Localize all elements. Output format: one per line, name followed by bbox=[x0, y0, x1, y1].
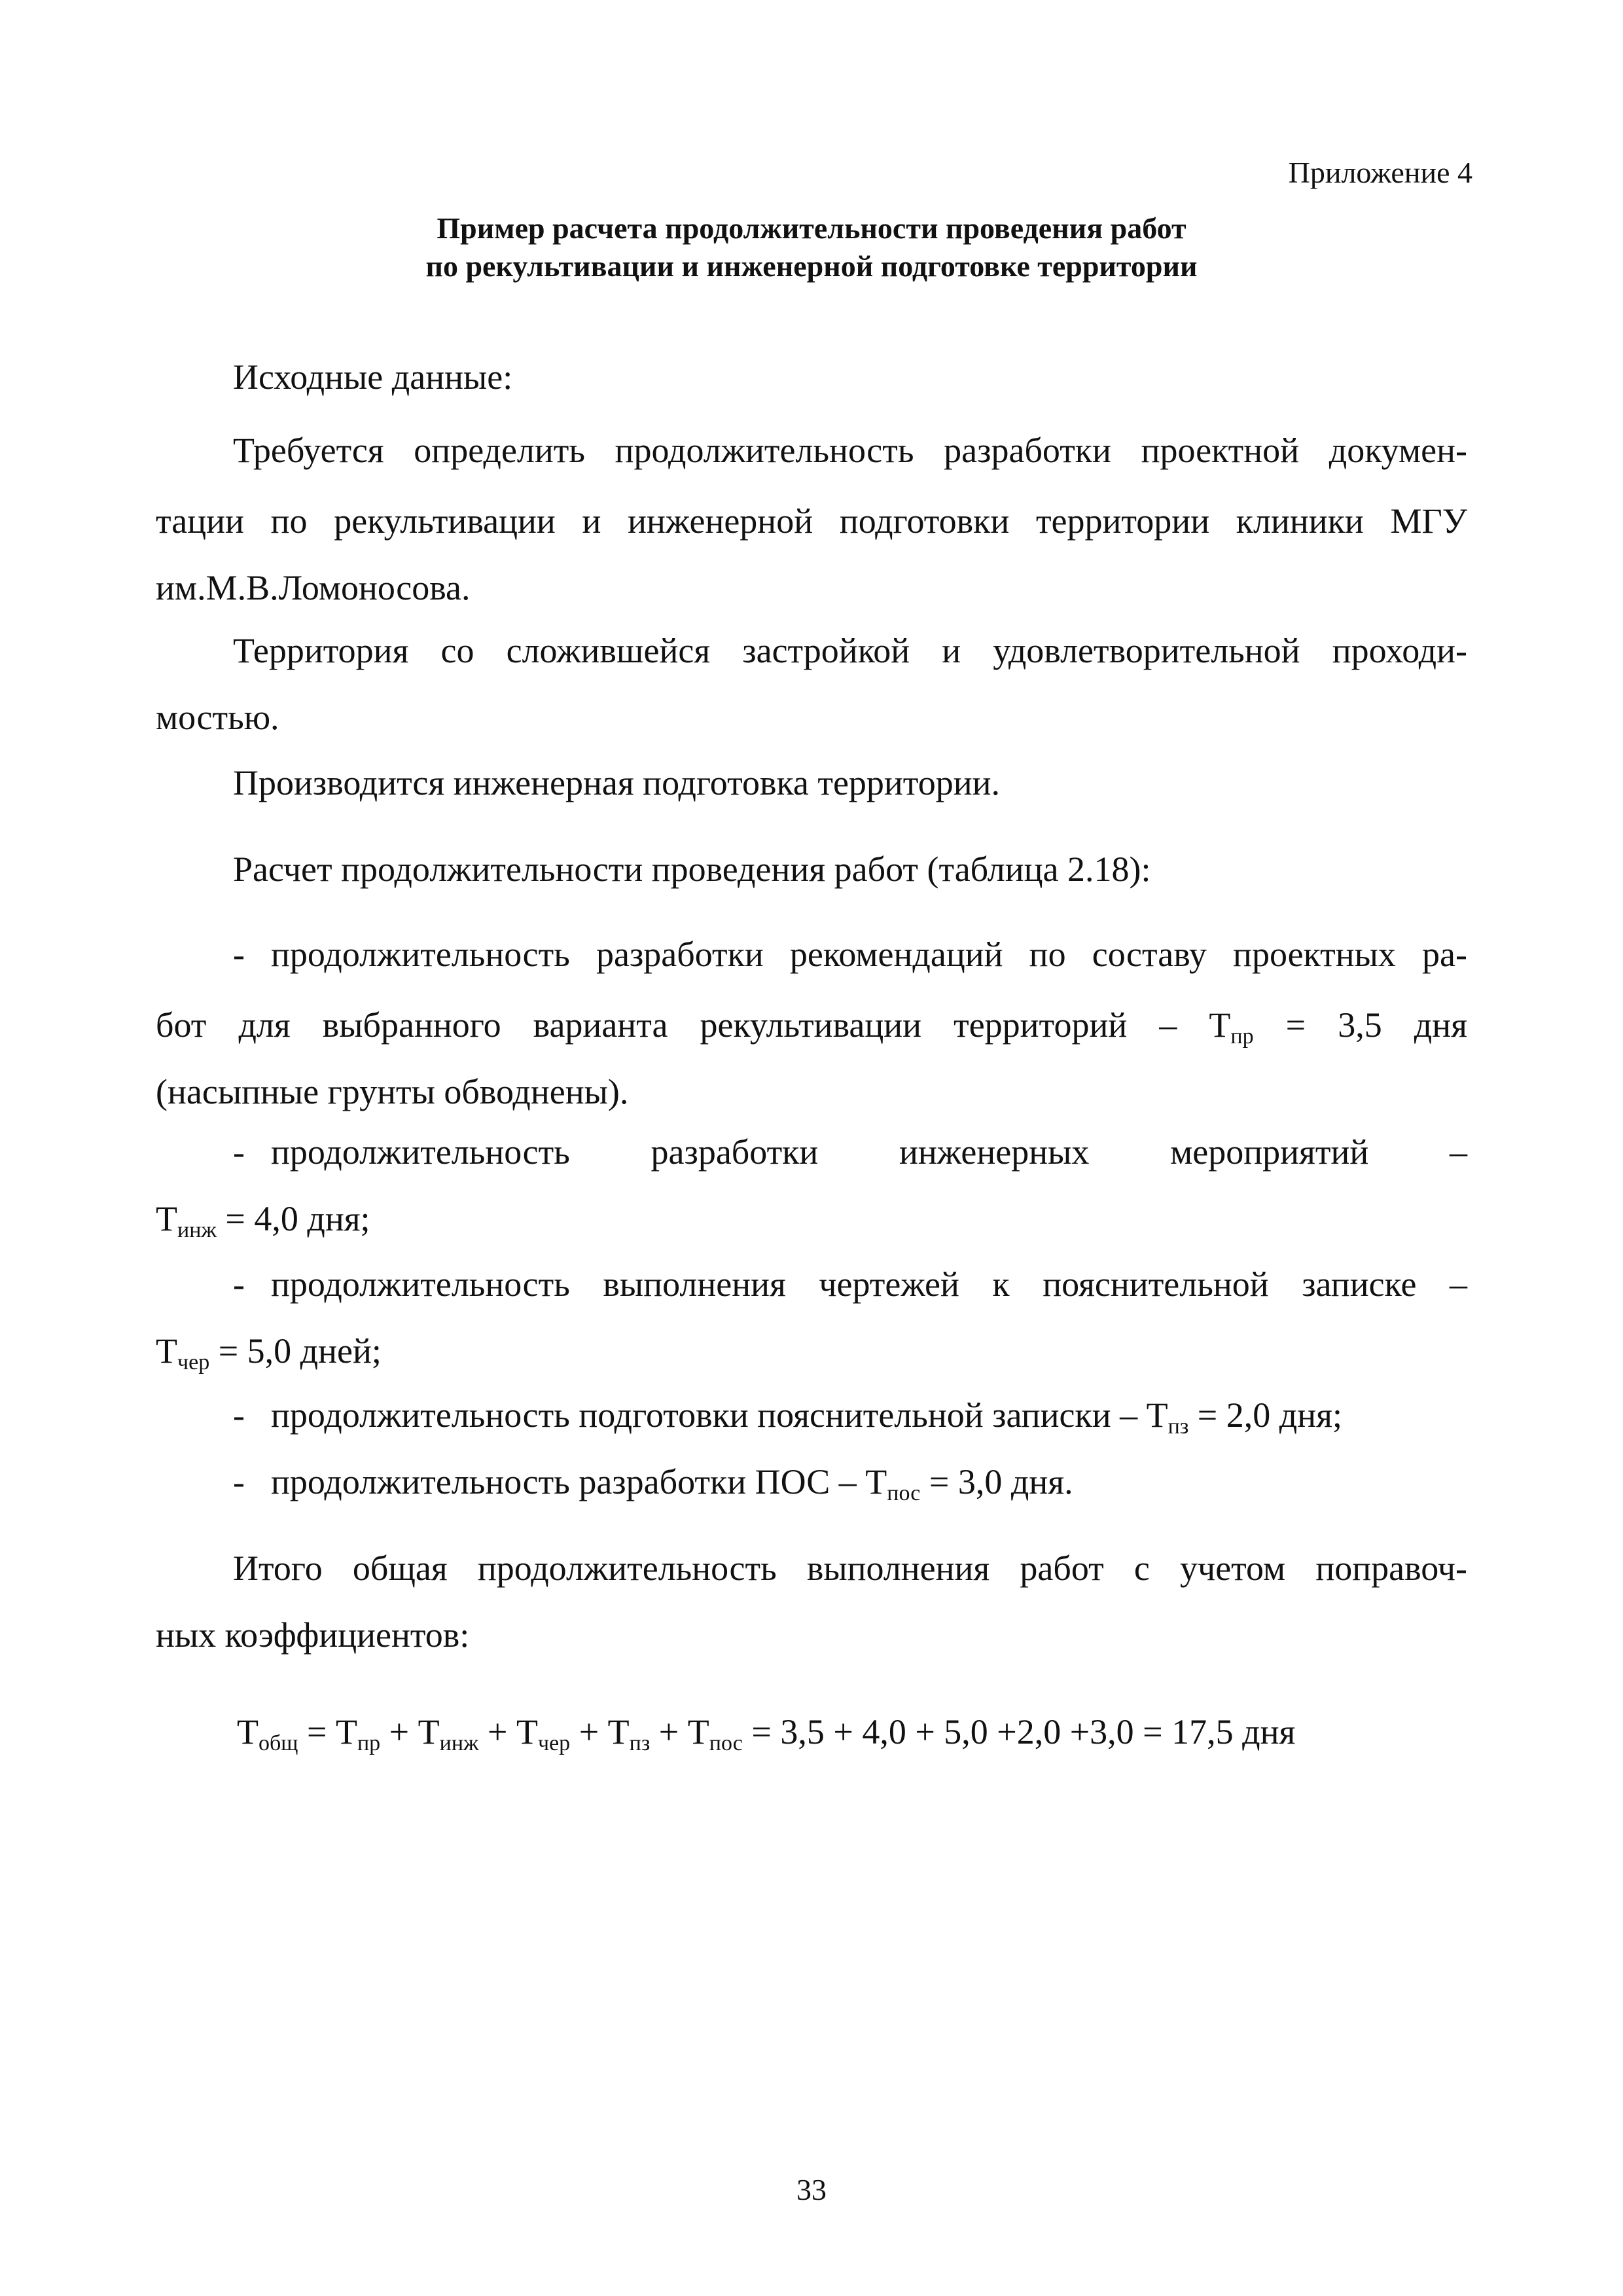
paragraph-line: мостью. bbox=[156, 698, 279, 737]
list-item-line: - продолжительность разработки рекомендаций по составу проектных ра- bbox=[156, 919, 1467, 990]
list-item-line: - продолжительность выполнения чертежей к пояснительной записке – bbox=[156, 1249, 1467, 1319]
total-duration-formula: $Т_{общ} = Т_{пр} + Т_{инж} + Т_{чер} + Т_{пз} + Т_{пос} = 3,5 + 4,0 + 5,0 +2,0 +3,0 = 17,5$ дня bbox=[237, 1712, 1296, 1755]
dash-marker: - bbox=[233, 1462, 245, 1501]
paragraph-line: Требуется определить продолжительность разработки проектной докумен- bbox=[233, 431, 1467, 470]
list-item-line: бот для выбранного варианта рекультивации территорий – $Т_{пр} = 3,5$ дня bbox=[156, 1005, 1467, 1049]
list-item-line: - продолжительность разработки инженерных мероприятий – bbox=[156, 1117, 1467, 1187]
list-item-line: $Т_{инж} = 4,0$ дня; bbox=[156, 1199, 370, 1242]
list-item bbox=[156, 1117, 1467, 1250]
document-title bbox=[0, 209, 1623, 285]
title-line-2: по рекультивации и инженерной подготовке территории bbox=[425, 249, 1198, 283]
dash-marker: - bbox=[233, 935, 245, 974]
paragraph-line: Итого общая продолжительность выполнения работ с учетом поправоч- bbox=[233, 1549, 1467, 1588]
title-line-1: Пример расчета продолжительности проведения работ bbox=[437, 211, 1186, 245]
paragraph-line: ных коэффициентов: bbox=[156, 1615, 470, 1655]
paragraph-territory bbox=[156, 615, 1467, 749]
paragraph-requirement bbox=[156, 415, 1467, 619]
list-item-line: - продолжительность подготовки пояснительной записки – $Т_{пз} = 2,0$ дня; bbox=[156, 1380, 1467, 1450]
list-item-line: (насыпные грунты обводнены). bbox=[156, 1072, 629, 1111]
page-number: 33 bbox=[796, 2173, 827, 2206]
paragraph-line: Территория со сложившейся застройкой и удовлетворительной проходи- bbox=[233, 631, 1467, 670]
list-item-line: $Т_{чер} = 5,0$ дней; bbox=[156, 1331, 382, 1374]
dash-marker: - bbox=[233, 1395, 245, 1435]
paragraph-calculation: Расчет продолжительности проведения работ (таблица 2.18): bbox=[233, 850, 1151, 889]
list-item bbox=[156, 1446, 1467, 1517]
paragraph-line: тации по рекультивации и инженерной подготовки территории клиники МГУ bbox=[156, 501, 1467, 541]
list-item bbox=[156, 1380, 1467, 1450]
initial-data-heading: Исходные данные: bbox=[233, 357, 513, 397]
paragraph-engineering: Производится инженерная подготовка территории. bbox=[233, 763, 1000, 802]
list-item bbox=[156, 919, 1467, 1123]
paragraph-summary bbox=[156, 1533, 1467, 1666]
appendix-label: Приложение 4 bbox=[1288, 156, 1472, 189]
paragraph-line: им.М.В.Ломоносова. bbox=[156, 568, 471, 607]
dash-marker: - bbox=[233, 1132, 245, 1172]
list-item bbox=[156, 1249, 1467, 1382]
dash-marker: - bbox=[233, 1265, 245, 1304]
list-item-line: - продолжительность разработки ПОС – $Т_{пос} = 3,0$ дня. bbox=[156, 1446, 1467, 1517]
